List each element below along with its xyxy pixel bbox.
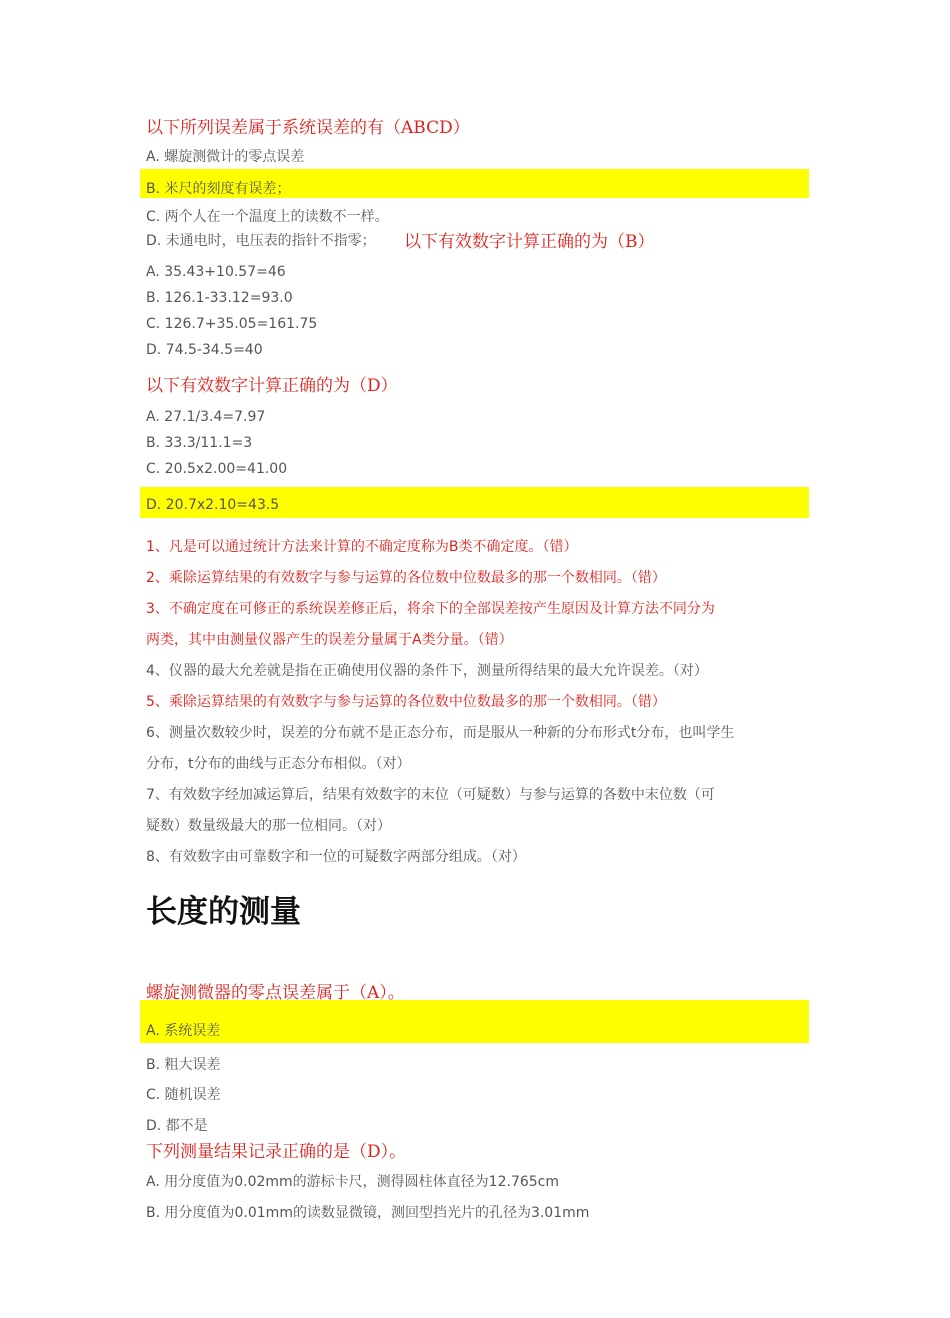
question-title: 以下所列误差属于系统误差的有（ABCD）	[146, 118, 470, 138]
option-d: D. 都不是	[146, 1118, 208, 1134]
question-title: 以下有效数字计算正确的为（D）	[146, 376, 398, 396]
statement: 两类，其中由测量仪器产生的误差分量属于A类分量。（错）	[146, 632, 513, 648]
option-c: C. 两个人在一个温度上的读数不一样。	[146, 209, 389, 225]
statement: 分布，t分布的曲线与正态分布相似。（对）	[146, 756, 411, 772]
option-b: B. 126.1-33.12=93.0	[146, 290, 293, 306]
statement: 1、凡是可以通过统计方法来计算的不确定度称为B类不确定度。（错）	[146, 539, 578, 555]
option-a: A. 35.43+10.57=46	[146, 264, 286, 280]
option-c: C. 随机误差	[146, 1087, 221, 1103]
option-b: B. 33.3/11.1=3	[146, 435, 253, 451]
option-d: D. 未通电时，电压表的指针不指零；	[146, 233, 376, 249]
option-b: B. 用分度值为0.01mm的读数显微镜，测回型挡光片的孔径为3.01mm	[146, 1205, 590, 1221]
statement: 6、测量次数较少时，误差的分布就不是正态分布，而是服从一种新的分布形式t分布，也叫学生	[146, 725, 735, 741]
statement: 8、有效数字由可靠数字和一位的可疑数字两部分组成。（对）	[146, 849, 526, 865]
option-c: C. 126.7+35.05=161.75	[146, 316, 318, 332]
statement: 疑数）数量级最大的那一位相同。（对）	[146, 818, 391, 834]
option-c: C. 20.5x2.00=41.00	[146, 461, 288, 477]
option-b: B. 粗大误差	[146, 1057, 221, 1073]
statement: 7、有效数字经加减运算后，结果有效数字的末位（可疑数）与参与运算的各数中末位数（可	[146, 787, 715, 803]
statement: 2、乘除运算结果的有效数字与参与运算的各位数中位数最多的那一个数相同。（错）	[146, 570, 666, 586]
question-title: 下列测量结果记录正确的是（D）。	[146, 1142, 407, 1162]
option-a: A. 用分度值为0.02mm的游标卡尺，测得圆柱体直径为12.765cm	[146, 1174, 559, 1190]
section-heading: 长度的测量	[146, 894, 301, 930]
option-d: D. 20.7x2.10=43.5	[146, 497, 280, 513]
statement: 5、乘除运算结果的有效数字与参与运算的各位数中位数最多的那一个数相同。（错）	[146, 694, 666, 710]
statement: 3、不确定度在可修正的系统误差修正后，将余下的全部误差按产生原因及计算方法不同分为	[146, 601, 715, 617]
option-b: B. 米尺的刻度有误差；	[146, 181, 291, 197]
question-title: 螺旋测微器的零点误差属于（A）。	[146, 983, 405, 1003]
answer-highlight	[140, 1000, 809, 1043]
statement: 4、仪器的最大允差就是指在正确使用仪器的条件下，测量所得结果的最大允许误差。（对）	[146, 663, 708, 679]
option-a: A. 系统误差	[146, 1023, 221, 1039]
question-title: 以下有效数字计算正确的为（B）	[404, 232, 655, 252]
option-d: D. 74.5-34.5=40	[146, 342, 263, 358]
option-a: A. 27.1/3.4=7.97	[146, 409, 266, 425]
option-a: A. 螺旋测微计的零点误差	[146, 149, 305, 165]
